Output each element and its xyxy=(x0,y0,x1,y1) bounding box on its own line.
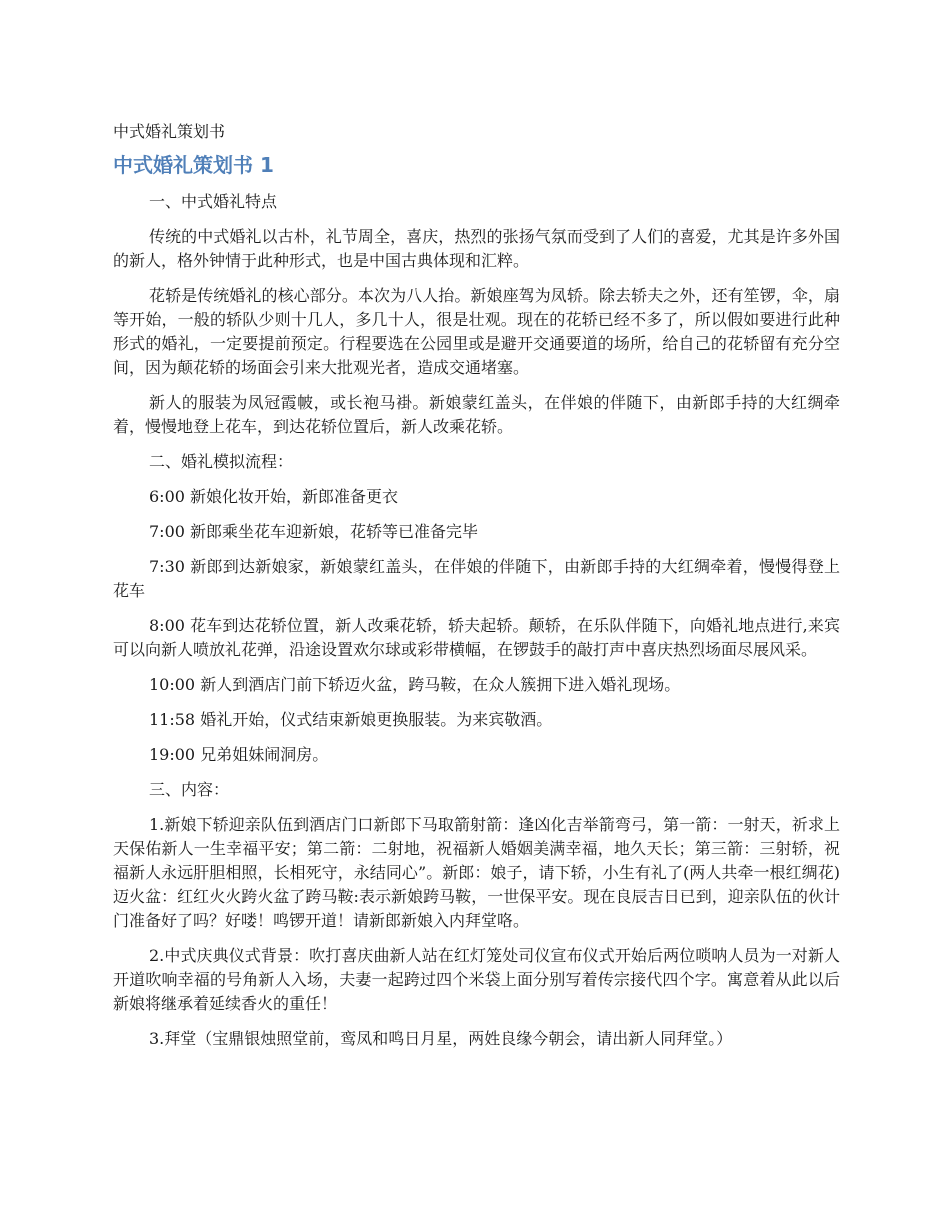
content-item-2: 2.中式庆典仪式背景：吹打喜庆曲新人站在红灯笼处司仪宣布仪式开始后两位唢呐人员为一对新人开道吹响幸福的号角新人入场，夫妻一起跨过四个米袋上面分别写着传宗接代四个字。寓意着从此以后新娘将继承着延续香火的重任！ xyxy=(113,946,840,1013)
content-item-3: 3.拜堂（宝鼎银烛照堂前，鸾凤和鸣日月星，两姓良缘今朝会，请出新人同拜堂。） xyxy=(149,1029,733,1048)
paragraph-intro: 传统的中式婚礼以古朴，礼节周全，喜庆，热烈的张扬气氛而受到了人们的喜爱，尤其是许多外国的新人，格外钟情于此种形式，也是中国古典体现和汇粹。 xyxy=(113,227,840,270)
schedule-item: 11:58 婚礼开始，仪式结束新娘更换服装。为来宾敬酒。 xyxy=(149,710,553,729)
document-page xyxy=(113,120,840,1062)
document-body xyxy=(113,190,840,1051)
schedule-item: 7:30 新郎到达新娘家，新娘蒙红盖头，在伴娘的伴随下，由新郎手持的大红绸牵着，慢慢得登上花车 xyxy=(113,557,840,600)
section-heading: 中式婚礼策划书 1 xyxy=(113,153,274,177)
schedule-item: 7:00 新郎乘坐花车迎新娘，花轿等已准备完毕 xyxy=(149,522,479,541)
schedule-item: 10:00 新人到酒店门前下轿迈火盆，跨马鞍，在众人簇拥下进入婚礼现场。 xyxy=(149,675,681,694)
heading-content: 三、内容： xyxy=(149,780,230,799)
content-item-1: 1.新娘下轿迎亲队伍到酒店门口新郎下马取箭射箭：逢凶化吉举箭弯弓，第一箭：一射天，祈求上天保佑新人一生幸福平安；第二箭：二射地，祝福新人婚姻美满幸福，地久天长；第三箭：三射轿，祝福新人永远肝胆相照，长相死守，永结同心”。新郎：娘子，请下轿，小生有礼了(两人共牵一根红绸花)迈火盆：红红火火跨火盆了跨马鞍:表示新娘跨马鞍，一世保平安。现在良辰吉日已到，迎亲队伍的伙计门准备好了吗？好喽！鸣锣开道！请新郎新娘入内拜堂咯。 xyxy=(113,815,840,930)
heading-features: 一、中式婚礼特点 xyxy=(149,192,278,211)
schedule-item: 8:00 花车到达花轿位置，新人改乘花轿，轿夫起轿。颠轿，在乐队伴随下，向婚礼地点进行,来宾可以向新人喷放礼花弹，沿途设置欢尔球或彩带横幅，在锣鼓手的敲打声中喜庆热烈场面尽展风采。 xyxy=(113,616,840,659)
paragraph-sedan: 花轿是传统婚礼的核心部分。本次为八人抬。新娘座驾为凤轿。除去轿夫之外，还有笙锣，伞，扇等开始，一般的轿队少则十几人，多几十人，很是壮观。现在的花轿已经不多了，所以假如要进行此种形式的婚礼，一定要提前预定。行程要选在公园里或是避开交通要道的场所，给自己的花轿留有充分空间，因为颠花轿的场面会引来大批观光者，造成交通堵塞。 xyxy=(113,286,840,377)
document-title: 中式婚礼策划书 xyxy=(113,122,226,141)
schedule-item: 19:00 兄弟姐妹闹洞房。 xyxy=(149,745,329,764)
schedule-item: 6:00 新娘化妆开始，新郎准备更衣 xyxy=(149,487,399,506)
paragraph-attire: 新人的服装为凤冠霞帔，或长袍马褂。新娘蒙红盖头，在伴娘的伴随下，由新郎手持的大红绸牵着，慢慢地登上花车，到达花轿位置后，新人改乘花轿。 xyxy=(113,393,840,436)
heading-process: 二、婚礼模拟流程： xyxy=(149,452,294,471)
